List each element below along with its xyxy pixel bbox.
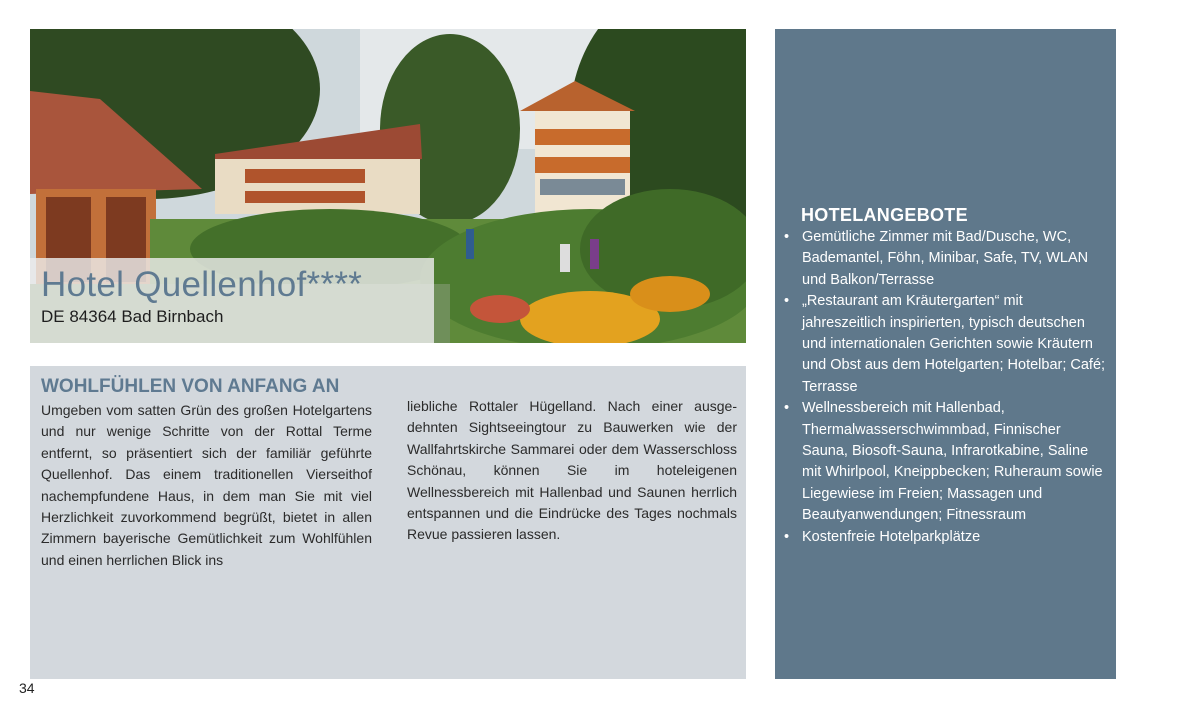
intro-text-left: Umgeben vom satten Grün des großen Hotelgartens und nur wenige Schritte von der Rottal Terme entfernt, so präsentiert sich der familiär geführte Quellenhof. Das einem traditionellen Vierseithof nachempfundene Haus, in dem man Sie mit viel Herzlichkeit zuvorkommend begrüßt, bietet in allen Zimmern bayerische Gemütlichkeit zum Wohlfühlen und einen herrlichen Blick ins: [41, 402, 372, 568]
hotel-address: DE 84364 Bad Birnbach: [41, 307, 224, 326]
intro-heading: WOHLFÜHLEN VON ANFANG AN: [41, 376, 340, 397]
offer-item-rooms: • Gemütliche Zimmer mit Bad/Dusche, WC, Bademantel, Föhn, Minibar, Safe, TV, WLAN und Balkon/Terrasse: [784, 227, 1106, 291]
intro-text-right: liebliche Rottaler Hügelland. Nach einer ausgedehnten Sightseeingtour zu Bauwerken wie der Wallfahrtskirche Sammarei oder dem Wasserschloss Schönau, können Sie im hoteleigenen Wellnessbereich mit Hallenbad und Saunen herrlich entspannen und die Eindrücke des Tages nochmals Revue passieren lassen.: [407, 398, 737, 543]
offers-list: [784, 227, 1106, 548]
page-number: 34: [19, 680, 35, 696]
offer-item-wellness: • Wellnessbereich mit Hallenbad, Thermalwasserschwimmbad, Finnischer Sauna, Biosoft-Sauna, Infrarotkabine, Saline mit Whirlpool, Kneippbecken; Ruheraum sowie Liegewiese im Freien; Massagen und Beautyanwendungen; Fitnessraum: [784, 398, 1106, 526]
offers-heading: HOTELANGEBOTE: [801, 205, 968, 225]
hotel-name: Hotel Quellenhof****: [41, 265, 363, 304]
offer-item-restaurant: • „Restaurant am Kräutergarten“ mit jahreszeitlich inspirierten, typisch deutschen und internationalen Gerichten sowie Kräutern und Obst aus dem Hotelgarten; Hotelbar; Café; Terrasse: [784, 291, 1106, 398]
offer-item-parking: • Kostenfreie Hotelparkplätze: [784, 527, 1106, 548]
